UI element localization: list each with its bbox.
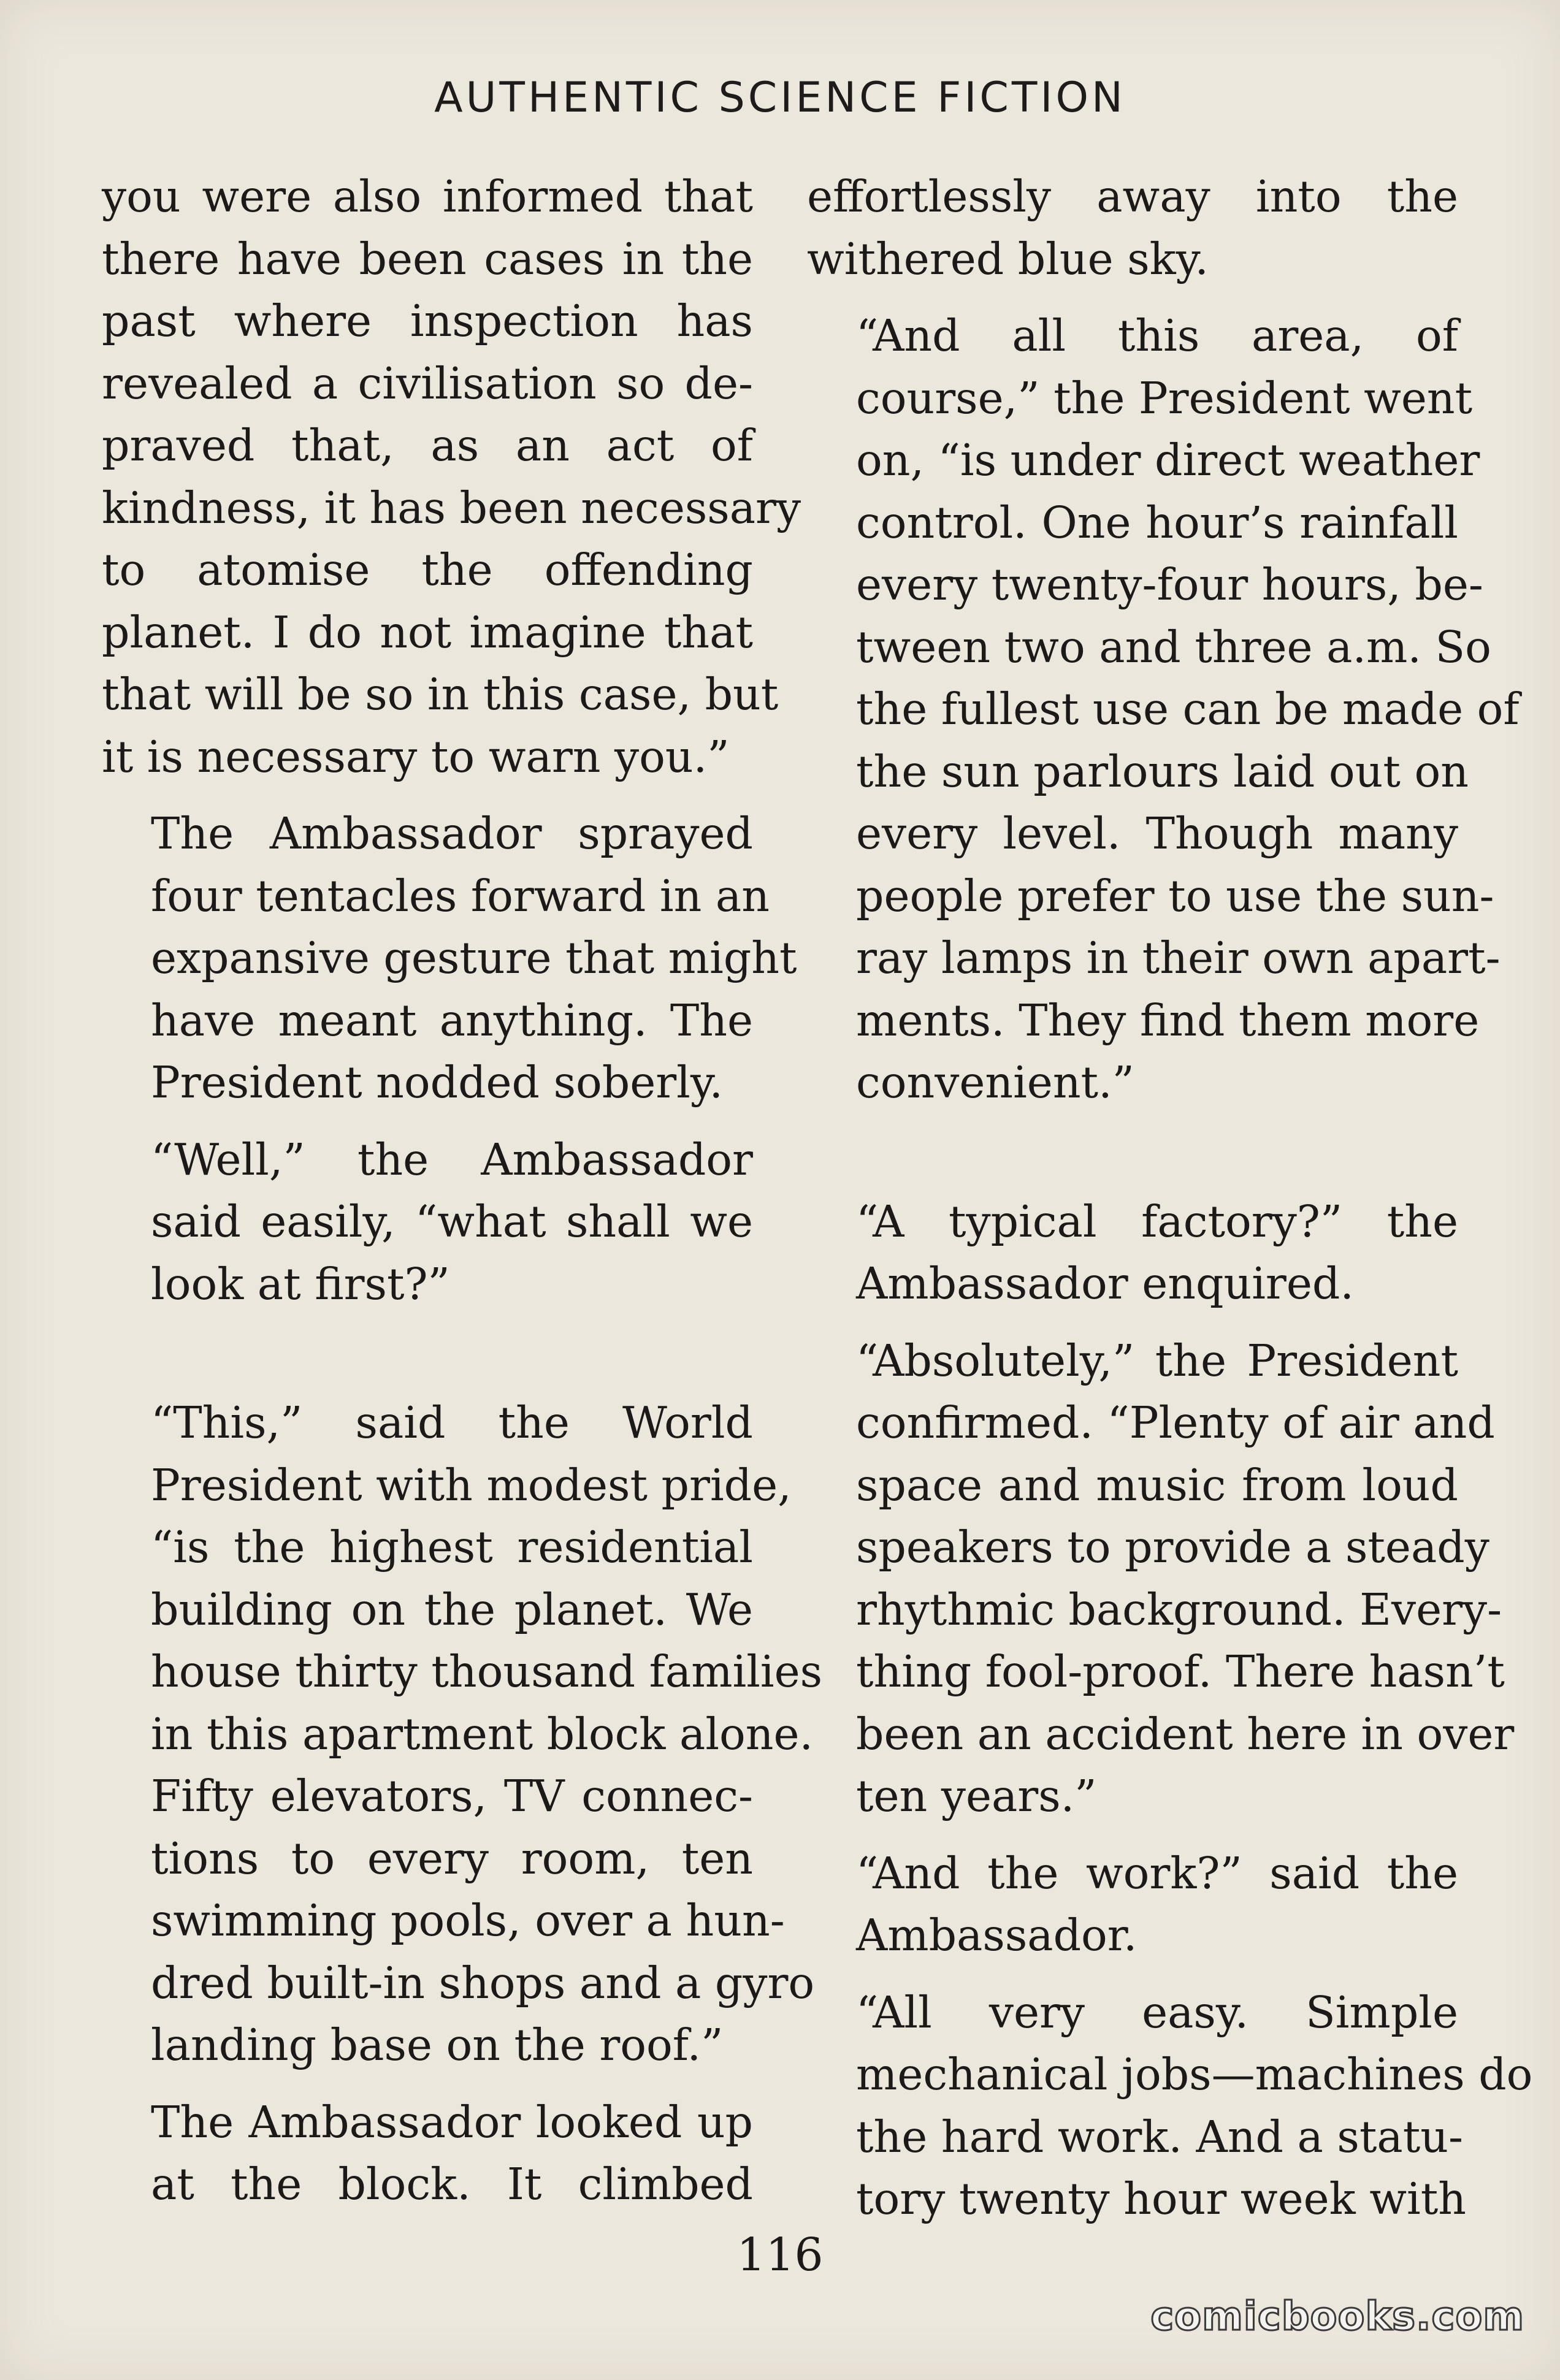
paragraph <box>102 1129 753 1316</box>
page-number: 116 <box>736 2229 824 2281</box>
text-line: Ambassador enquired. <box>856 1258 1354 1309</box>
text-line: The Ambassador looked up <box>151 2096 753 2148</box>
text-line: said easily, “what shall we <box>151 1196 753 1247</box>
text-line: there have been cases in the <box>102 233 753 284</box>
text-line: control. One hour’s rainfall <box>856 497 1458 548</box>
paragraph <box>807 305 1520 1114</box>
text-line: swimming pools, over a hun- <box>151 1895 785 1946</box>
text-line: Ambassador. <box>856 1910 1138 1961</box>
text-line: the fullest use can be made of <box>856 684 1520 734</box>
text-line: effortlessly away into the <box>807 171 1458 222</box>
text-line: in this apartment block alone. <box>151 1708 814 1760</box>
text-line: have meant anything. The <box>151 994 753 1046</box>
text-line: tween two and three a.m. So <box>856 621 1491 673</box>
text-line: course,” the President went <box>856 372 1473 424</box>
text-line: on, “is under direct weather <box>856 435 1480 486</box>
paragraph <box>807 1330 1515 1828</box>
text-line: kindness, it has been necessary <box>102 482 801 533</box>
text-line: past where inspection has <box>102 296 753 346</box>
text-line: “A typical factory?” the <box>856 1196 1458 1247</box>
text-line: every level. Though many <box>856 808 1458 859</box>
paragraph <box>807 1842 1458 1967</box>
text-line: rhythmic background. Every- <box>856 1584 1502 1635</box>
text-line: “This,” said the World <box>151 1397 753 1448</box>
text-line: “And all this area, of <box>856 310 1458 361</box>
text-line: tory twenty hour week with <box>856 2173 1467 2224</box>
paragraph <box>102 166 801 788</box>
text-line: landing base on the roof.” <box>151 2020 724 2070</box>
text-line: it is necessary to warn you.” <box>102 731 730 782</box>
text-line: revealed a civilisation so de- <box>102 357 753 409</box>
text-line: expansive gesture that might <box>151 933 797 983</box>
text-line: tions to every room, ten <box>151 1833 753 1884</box>
text-line: to atomise the offending <box>102 544 753 595</box>
text-line: planet. I do not imagine that <box>102 606 753 658</box>
paragraph <box>807 166 1458 290</box>
text-line: thing fool-proof. There hasn’t <box>856 1646 1505 1697</box>
text-line: convenient.” <box>856 1057 1134 1108</box>
watermark-logo: comicbooks.com <box>1150 2294 1524 2340</box>
text-line: The Ambassador sprayed <box>151 808 753 859</box>
paragraph <box>102 2091 753 2216</box>
left-column <box>102 166 823 2230</box>
text-line: every twenty-four hours, be- <box>856 559 1483 610</box>
text-line: confirmed. “Plenty of air and <box>856 1397 1495 1448</box>
text-line: mechanical jobs—machines do <box>856 2049 1533 2100</box>
paragraph <box>807 1191 1458 1315</box>
paragraph <box>102 803 797 1114</box>
text-line: withered blue sky. <box>807 233 1209 284</box>
paragraph <box>807 1981 1533 2230</box>
text-line: “is the highest residential <box>151 1522 753 1573</box>
text-line: “Well,” the Ambassador <box>151 1134 753 1185</box>
text-line: ten years.” <box>856 1771 1097 1821</box>
text-line: ments. They find them more <box>856 994 1480 1046</box>
text-line: you were also informed that <box>102 171 753 222</box>
text-line: “And the work?” said the <box>856 1847 1458 1899</box>
text-line: look at first?” <box>151 1258 450 1310</box>
text-line: house thirty thousand families <box>151 1646 823 1697</box>
text-line: building on the planet. We <box>151 1584 753 1635</box>
text-line: at the block. It climbed <box>151 2159 753 2210</box>
text-line: the hard work. And a statu- <box>856 2111 1463 2162</box>
text-line: that will be so in this case, but <box>102 669 779 720</box>
text-line: President with modest pride, <box>151 1459 792 1511</box>
text-line: four tentacles forward in an <box>151 870 770 921</box>
text-line: people prefer to use the sun- <box>856 870 1494 921</box>
text-line: space and music from loud <box>856 1459 1458 1511</box>
text-line: the sun parlours laid out on <box>856 746 1469 797</box>
text-line: “All very easy. Simple <box>856 1986 1458 2038</box>
right-column <box>807 166 1533 2245</box>
text-line: President nodded soberly. <box>151 1057 724 1108</box>
text-line: been an accident here in over <box>856 1708 1515 1760</box>
text-line: dred built-in shops and a gyro <box>151 1957 815 2008</box>
text-line: “Absolutely,” the President <box>856 1335 1458 1386</box>
text-line: Fifty elevators, TV connec- <box>151 1771 753 1821</box>
paragraph <box>102 1392 823 2077</box>
text-line: speakers to provide a steady <box>856 1522 1489 1573</box>
running-title: AUTHENTIC SCIENCE FICTION <box>434 74 1126 122</box>
text-line: praved that, as an act of <box>102 420 753 471</box>
text-line: ray lamps in their own apart- <box>856 933 1501 983</box>
